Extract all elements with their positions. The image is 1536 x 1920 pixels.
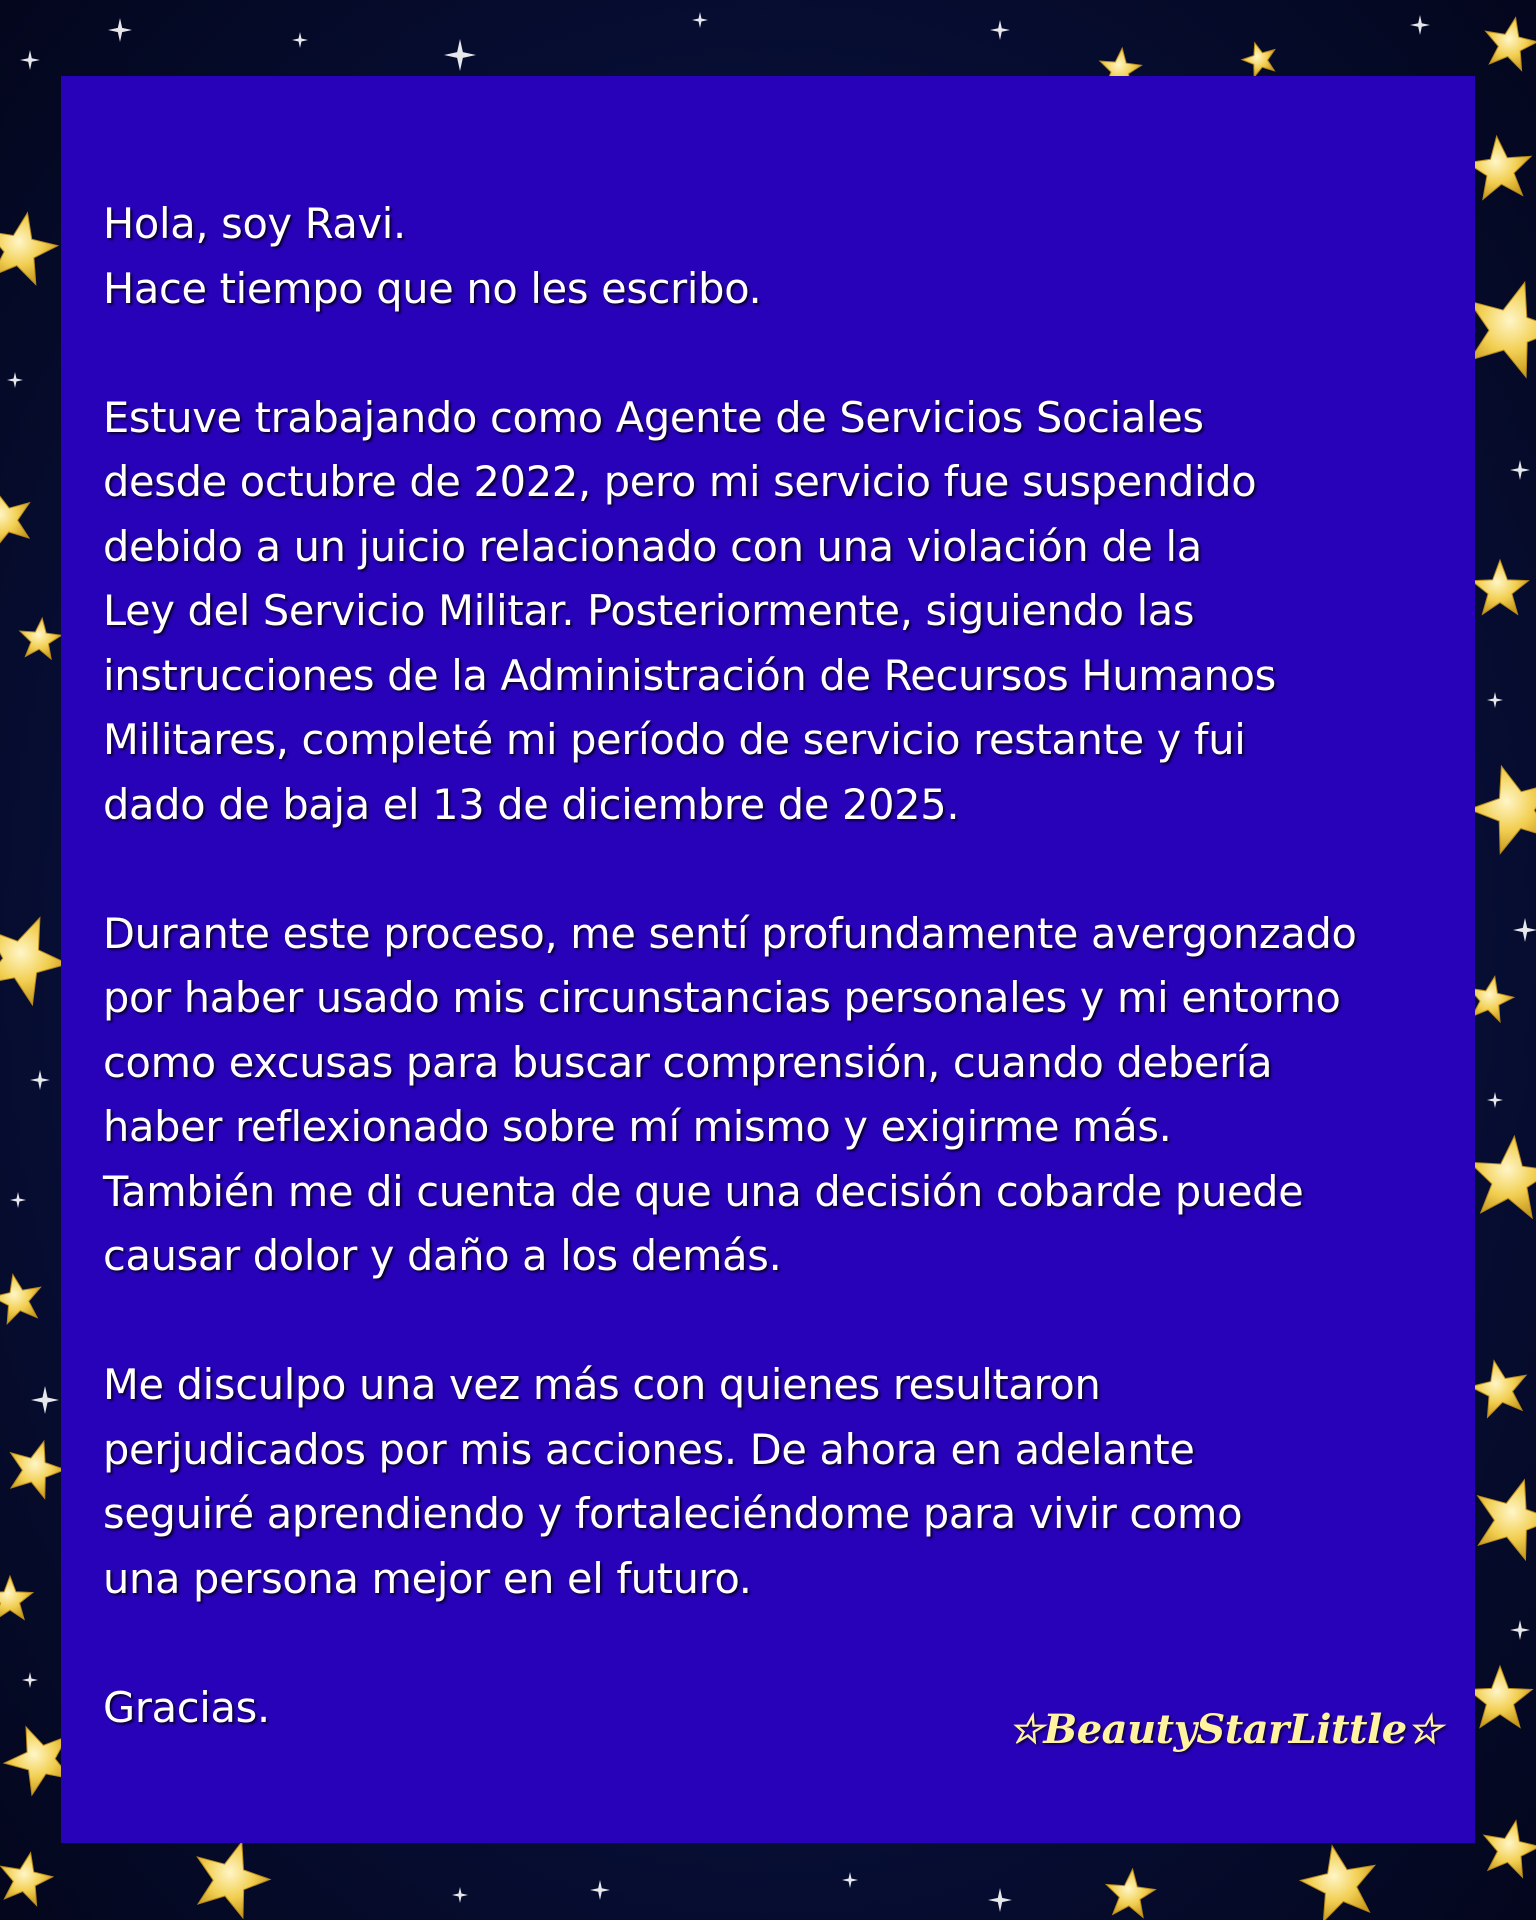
gold-star-icon: [197, 1842, 270, 1918]
gold-star-icon: [0, 1275, 41, 1324]
paragraph-gap: [103, 321, 1435, 386]
paragraph-gap: [103, 1611, 1435, 1676]
gold-star-icon: [1469, 766, 1536, 853]
letter-line: perjudicados por mis acciones. De ahora en adelante: [103, 1424, 1195, 1474]
gold-star-icon: [1478, 1480, 1536, 1560]
sparkle-icon: [1510, 460, 1530, 480]
letter-line: desde octubre de 2022, pero mi servicio fue suspendido: [103, 457, 1257, 506]
sparkle-icon: [1513, 918, 1536, 942]
sparkle-icon: [842, 1872, 858, 1888]
sparkle-icon: [7, 372, 23, 388]
letter-line: Durante este proceso, me sentí profundamente avergonzado: [103, 908, 1357, 958]
gold-star-icon: [20, 618, 62, 659]
letter-line: debido a un juicio relacionado con una violación de la: [103, 521, 1202, 571]
letter-line: una persona mejor en el futuro.: [103, 1553, 752, 1603]
gold-star-icon: [1470, 1136, 1536, 1218]
sparkle-icon: [692, 12, 708, 28]
gold-star-icon: [1469, 977, 1514, 1022]
letter-line: Me disculpo una vez más con quienes resultaron: [103, 1360, 1101, 1409]
letter-line: seguiré aprendiendo y fortaleciéndome para vivir como: [103, 1489, 1243, 1538]
paragraph-gap: [103, 1289, 1435, 1354]
letter-text: [103, 192, 1435, 1740]
letter-line: como excusas para buscar comprensión, cuando debería: [103, 1037, 1273, 1087]
gold-star-icon: [1470, 1361, 1526, 1418]
gold-star-icon: [1484, 1821, 1536, 1878]
sparkle-icon: [1510, 1620, 1530, 1640]
gold-star-icon: [1469, 282, 1536, 377]
gold-star-icon: [1486, 18, 1536, 71]
paragraph-gap: [103, 837, 1435, 902]
sparkle-icon: [452, 1887, 468, 1903]
letter-line: Militares, completé mi período de servicio restante y fui: [103, 715, 1246, 764]
letter-line: Hola, soy Ravi.: [103, 199, 406, 248]
gold-star-icon: [0, 1576, 33, 1619]
gold-star-icon: [1300, 1846, 1375, 1920]
sparkle-icon: [22, 1672, 38, 1688]
letter-line: Ley del Servicio Militar. Posteriormente, siguiendo las: [103, 586, 1195, 635]
sparkle-icon: [108, 18, 132, 42]
sparkle-icon: [1410, 15, 1430, 35]
gold-star-icon: [0, 491, 30, 548]
sparkle-icon: [10, 1192, 26, 1208]
letter-panel: [61, 76, 1475, 1843]
sparkle-icon: [292, 32, 308, 48]
gold-star-icon: [1242, 43, 1275, 77]
letter-line: Estuve trabajando como Agente de Servicios Sociales: [103, 392, 1204, 442]
gold-star-icon: [0, 918, 68, 1005]
letter-line: causar dolor y daño a los demás.: [103, 1231, 782, 1280]
letter-line: instrucciones de la Administración de Recursos Humanos: [103, 650, 1276, 700]
gold-star-icon: [1468, 1666, 1533, 1728]
gold-star-icon: [11, 1441, 66, 1498]
watermark-logo: ☆BeautyStarLittle☆: [1008, 1706, 1442, 1753]
letter-line: También me di cuenta de que una decisión cobarde puede: [103, 1166, 1304, 1216]
sparkle-icon: [1487, 1092, 1503, 1108]
sparkle-icon: [1487, 692, 1503, 708]
sparkle-icon: [31, 1386, 59, 1414]
gold-star-icon: [0, 213, 58, 285]
sparkle-icon: [988, 1888, 1012, 1912]
sparkle-icon: [444, 39, 476, 71]
sparkle-icon: [990, 20, 1010, 40]
letter-line: por haber usado mis circunstancias personales y mi entorno: [103, 973, 1341, 1022]
sparkle-icon: [590, 1880, 610, 1900]
gold-star-icon: [1106, 1869, 1155, 1917]
letter-line: Hace tiempo que no les escribo.: [103, 263, 762, 313]
gold-star-icon: [1467, 136, 1531, 199]
gold-star-icon: [1, 1853, 53, 1906]
gold-star-icon: [1472, 560, 1529, 614]
sparkle-icon: [20, 50, 40, 70]
sparkle-icon: [30, 1070, 50, 1090]
letter-line: haber reflexionado sobre mí mismo y exigirme más.: [103, 1102, 1172, 1151]
letter-line: dado de baja el 13 de diciembre de 2025.: [103, 779, 960, 829]
letter-line: Gracias.: [103, 1682, 270, 1732]
